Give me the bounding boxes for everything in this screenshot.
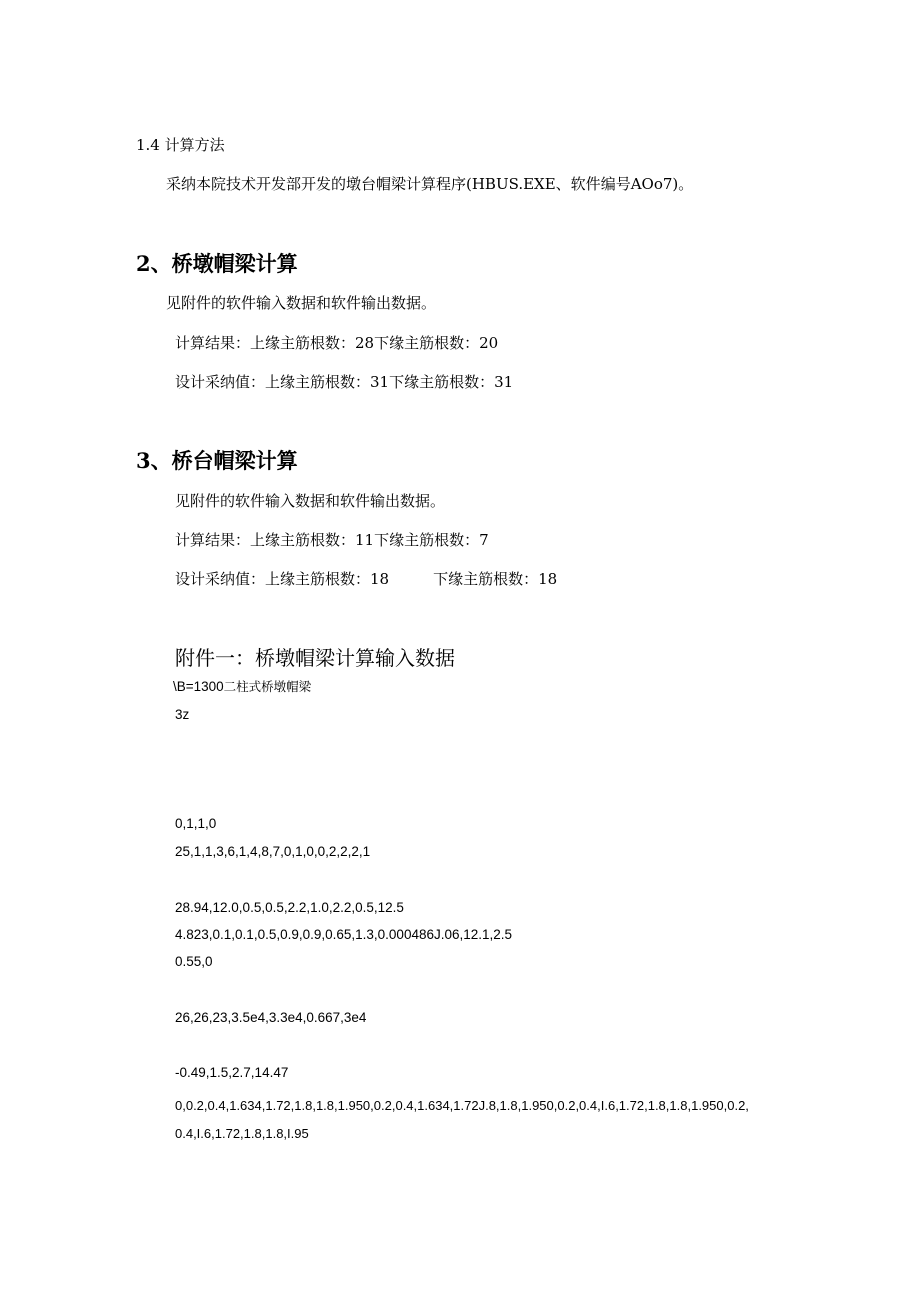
section-3-intro: 见附件的软件输入数据和软件输出数据。 <box>175 492 446 510</box>
appendix-1-line: 0,0.2,0.4,1.634,1.72,1.8,1.8,1.950,0.2,0.4,1.634,1.72J.8,1.8,1.950,0.2,0.4,I.6,1.72,1.8,1.8,1.950,0.2, <box>175 1098 749 1113</box>
appendix-1-line: 0.55,0 <box>175 954 213 969</box>
appendix-1-line: 3z <box>175 707 190 722</box>
appendix-1-line: 26,26,23,3.5e4,3.3e4,0.667,3e4 <box>175 1010 367 1025</box>
section-3-adopted <box>175 572 557 587</box>
appendix-1-line: 0,1,1,0 <box>175 816 217 831</box>
section-1-4-heading: 1.4 计算方法 <box>136 136 225 154</box>
appendix-1-header <box>173 678 311 694</box>
section-2-intro: 见附件的软件输入数据和软件输出数据。 <box>166 294 437 312</box>
section-2-adopted: 设计采纳值：上缘主筋根数：31下缘主筋根数：31 <box>175 373 514 391</box>
appendix-1-line: -0.49,1.5,2.7,14.47 <box>175 1065 289 1080</box>
section-2-heading: 2、桥墩帽梁计算 <box>136 251 298 276</box>
appendix-1-title: 附件一：桥墩帽梁计算输入数据 <box>175 646 455 670</box>
appendix-1-line: 0.4,I.6,1.72,1.8,1.8,I.95 <box>175 1126 309 1141</box>
section-3-heading: 3、桥台帽梁计算 <box>136 448 298 473</box>
section-3-result: 计算结果：上缘主筋根数：11下缘主筋根数：7 <box>175 531 489 549</box>
appendix-1-header-prefix: \B=1300 <box>173 679 224 694</box>
section-1-4-text: 采纳本院技术开发部开发的墩台帽梁计算程序(HBUS.EXE、软件编号AOo7)。 <box>166 175 694 193</box>
appendix-1-line: 25,1,1,3,6,1,4,8,7,0,1,0,0,2,2,2,1 <box>175 844 371 859</box>
appendix-1-header-suffix: 二柱式桥墩帽梁 <box>223 679 312 694</box>
section-3-adopted-upper: 设计采纳值：上缘主筋根数：18 <box>175 570 390 588</box>
appendix-1-line: 28.94,12.0,0.5,0.5,2.2,1.0,2.2,0.5,12.5 <box>175 900 404 915</box>
section-3-adopted-lower: 下缘主筋根数：18 <box>433 570 558 588</box>
section-2-result: 计算结果：上缘主筋根数：28下缘主筋根数：20 <box>175 334 499 352</box>
appendix-1-line: 4.823,0.1,0.1,0.5,0.9,0.9,0.65,1.3,0.000486J.06,12.1,2.5 <box>175 927 513 942</box>
